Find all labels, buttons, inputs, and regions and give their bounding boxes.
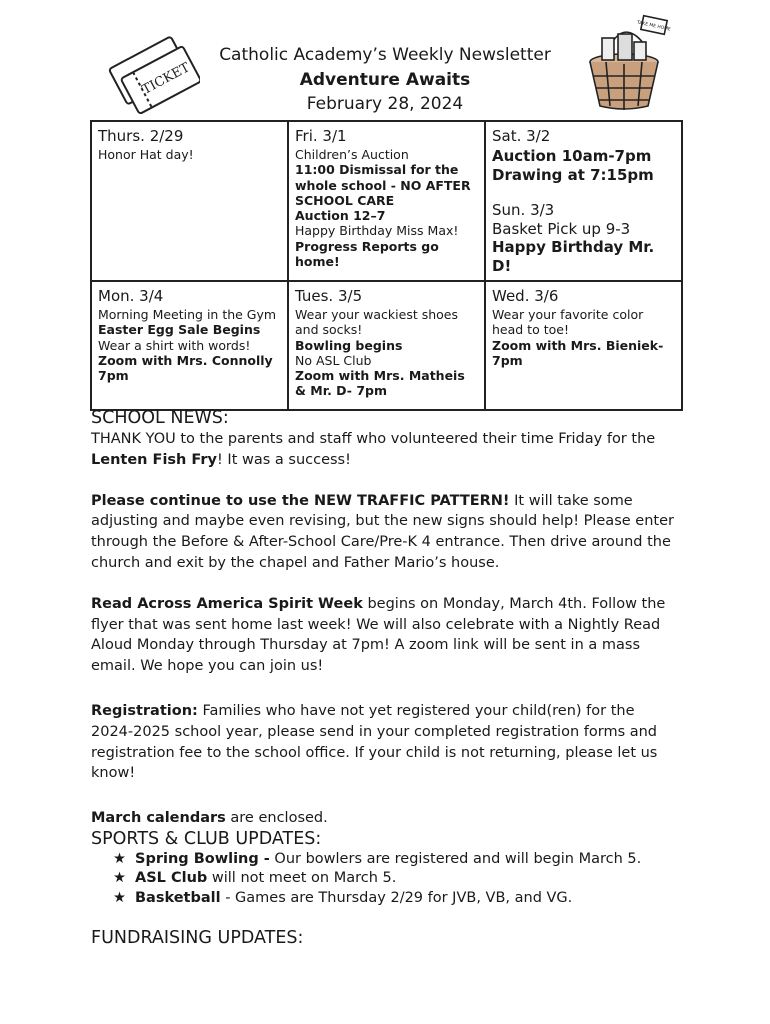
calendar-cell-fri bbox=[288, 121, 485, 281]
newsletter-theme: Adventure Awaits bbox=[299, 70, 471, 90]
event-text: Bowling begins bbox=[295, 337, 403, 353]
event-text: Basket Pick up 9-3 bbox=[492, 219, 631, 238]
day-label: Tues. 3/5 bbox=[295, 287, 363, 305]
event-text: No ASL Club bbox=[295, 352, 372, 368]
basket-tag: TAKE ME HOME bbox=[636, 20, 672, 33]
news-paragraph-traffic: Please continue to use the NEW TRAFFIC PATTERN! It will take some adjusting and maybe even revising, but the new signs should help! Please enter through the Before & After-School Care/Pre-K 4 entrance. Then drive around the church and exit by the chapel and Father Mario’s house. bbox=[91, 492, 674, 571]
event-text: Wear your wackiest shoes and socks! bbox=[295, 307, 459, 338]
day-label: Mon. 3/4 bbox=[98, 287, 164, 305]
sports-heading: SPORTS & CLUB UPDATES: bbox=[91, 828, 322, 849]
news-paragraph-registration: Registration: Families who have not yet registered your child(ren) for the 2024-2025 school year, please send in your completed registration forms and registration fee to the school office. If your child is not returning, please let us know! bbox=[91, 702, 658, 782]
sports-list bbox=[91, 850, 681, 909]
event-text: Happy Birthday Miss Max! bbox=[295, 223, 459, 239]
event-text: Wear your favorite color head to toe! bbox=[492, 307, 644, 338]
news-paragraph-calendars: March calendars are enclosed. bbox=[91, 810, 328, 827]
gift-basket-icon bbox=[576, 14, 672, 114]
event-text: Happy Birthday Mr. D! bbox=[492, 238, 655, 275]
news-paragraph-read-across: Read Across America Spirit Week begins on Monday, March 4th. Follow the flyer that was sent home last week! We will also celebrate with a Nightly Read Aloud Monday through Thursday at 7pm! A zoom link will be sent in a mass email. We hope you can join us! bbox=[91, 595, 666, 675]
calendar-cell-tue bbox=[288, 281, 485, 410]
star-bullet-icon: ★ bbox=[113, 850, 126, 867]
day-label: Sun. 3/3 bbox=[492, 201, 555, 219]
list-item: ★ ASL Club will not meet on March 5. bbox=[113, 869, 681, 889]
day-label: Fri. 3/1 bbox=[295, 127, 347, 145]
day-label: Wed. 3/6 bbox=[492, 287, 559, 305]
event-text: Honor Hat day! bbox=[98, 147, 194, 162]
event-text: Wear a shirt with words! bbox=[98, 337, 251, 353]
star-bullet-icon: ★ bbox=[113, 889, 126, 906]
newsletter-header bbox=[0, 0, 770, 120]
calendar-cell-thu bbox=[91, 121, 288, 281]
school-news-heading: SCHOOL NEWS: bbox=[91, 408, 229, 428]
calendar-cell-wed bbox=[485, 281, 682, 410]
list-item: ★ Basketball - Games are Thursday 2/29 for JVB, VB, and VG. bbox=[113, 889, 681, 909]
news-section bbox=[91, 408, 681, 949]
event-text: Drawing at 7:15pm bbox=[492, 165, 654, 184]
star-bullet-icon: ★ bbox=[113, 870, 126, 887]
event-text: Zoom with Mrs. Connolly 7pm bbox=[98, 352, 273, 384]
event-text: Zoom with Mrs. Matheis & Mr. D- 7pm bbox=[295, 368, 465, 399]
event-text: Progress Reports go home! bbox=[295, 238, 439, 270]
calendar-cell-sat-sun bbox=[485, 121, 682, 281]
event-text: Easter Egg Sale Begins bbox=[98, 322, 261, 338]
event-text: Children’s Auction bbox=[295, 147, 409, 162]
news-paragraph-fish-fry: THANK YOU to the parents and staff who volunteered their time Friday for the Lenten Fish Fry! It was a success! bbox=[91, 431, 656, 468]
fundraising-heading: FUNDRAISING UPDATES: bbox=[91, 928, 304, 949]
event-text: Morning Meeting in the Gym bbox=[98, 307, 277, 322]
newsletter-date: February 28, 2024 bbox=[306, 94, 464, 114]
weekly-calendar bbox=[90, 120, 683, 411]
event-text: Auction 12–7 bbox=[295, 208, 386, 224]
event-text: Zoom with Mrs. Bieniek- 7pm bbox=[492, 337, 664, 368]
list-item: ★ Spring Bowling - Our bowlers are registered and will begin March 5. bbox=[113, 850, 681, 870]
ticket-label: TICKET bbox=[139, 60, 193, 98]
event-text: 11:00 Dismissal for the whole school - NO AFTER SCHOOL CARE bbox=[295, 162, 471, 208]
day-label: Thurs. 2/29 bbox=[98, 127, 184, 145]
day-label: Sat. 3/2 bbox=[492, 127, 551, 145]
calendar-cell-mon bbox=[91, 281, 288, 410]
event-text: Auction 10am-7pm bbox=[492, 147, 652, 165]
newsletter-title: Catholic Academy’s Weekly Newsletter bbox=[219, 45, 551, 65]
